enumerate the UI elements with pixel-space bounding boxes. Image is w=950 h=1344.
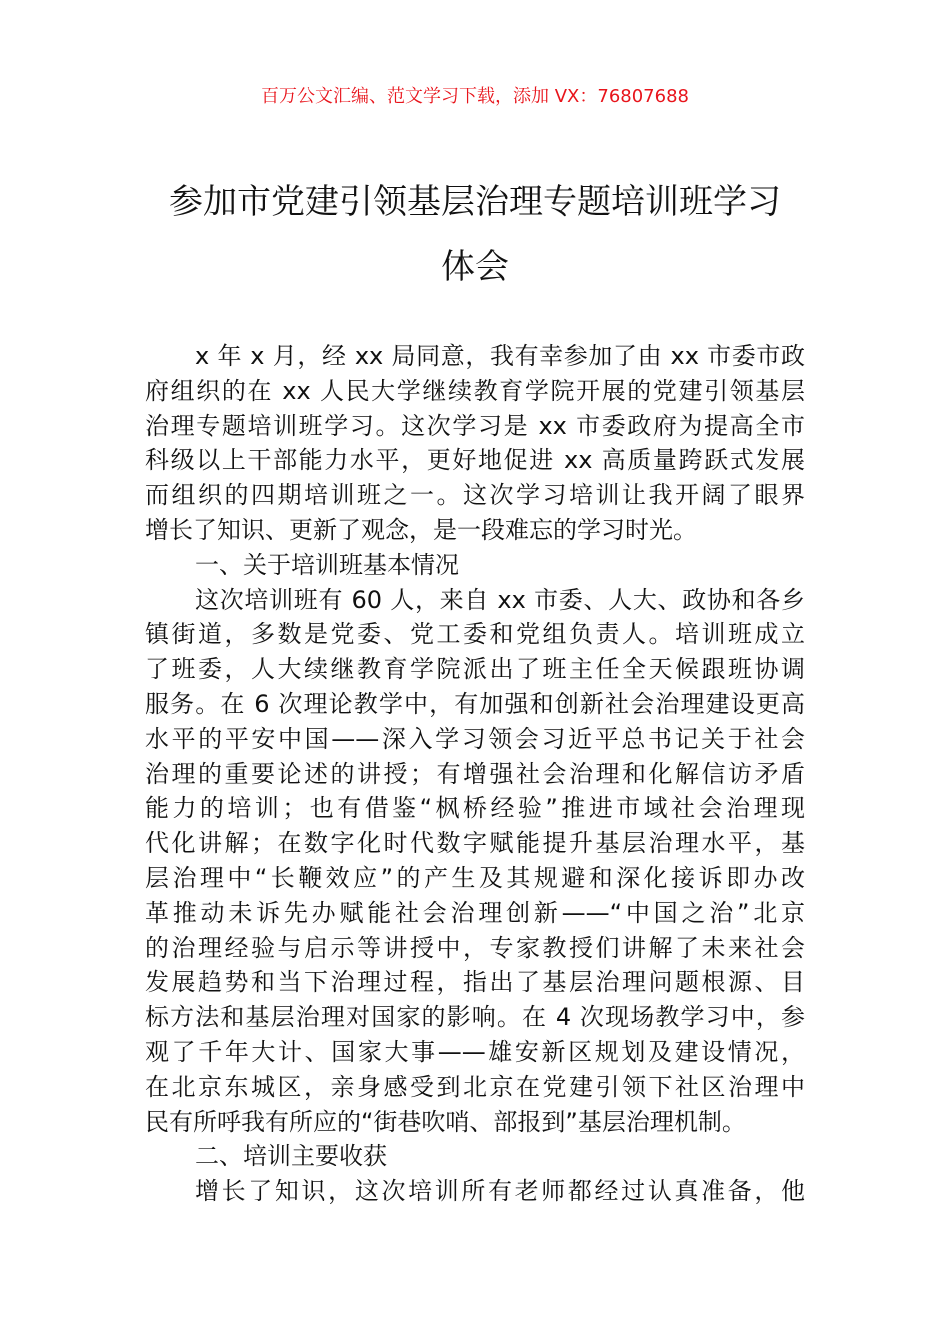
text-line: 能力的培训；也有借鉴“枫桥经验”推进市域社会治理现	[145, 794, 805, 823]
text-line: 革推动未诉先办赋能社会治理创新——“中国之治”北京	[145, 898, 805, 927]
text-line: 增长了知识、更新了观念，是一段难忘的学习时光。	[145, 515, 697, 544]
text-line: 水平的平安中国——深入学习领会习近平总书记关于社会	[145, 724, 805, 753]
section-heading	[145, 548, 805, 583]
text-line: 二、培训主要收获	[195, 1142, 387, 1171]
paragraph	[145, 339, 805, 548]
text-line: x 年 x 月，经 xx 局同意，我有幸参加了由 xx 市委市政	[195, 342, 805, 370]
text-line: 标方法和基层治理对国家的影响。在 4 次现场教学习中，参	[145, 1003, 805, 1032]
paragraph	[145, 583, 805, 1140]
text-line: 这次培训班有 60 人，来自 xx 市委、人大、政协和各乡	[195, 585, 805, 614]
document-body	[145, 339, 805, 1209]
text-line: 科级以上干部能力水平，更好地促进 xx 高质量跨跃式发展	[145, 446, 805, 475]
text-line: 一、关于培训班基本情况	[195, 550, 459, 579]
text-line: 层治理中“长鞭效应”的产生及其规避和深化接诉即办改	[145, 863, 805, 892]
text-line: 镇街道，多数是党委、党工委和党组负责人。培训班成立	[145, 620, 805, 649]
text-line: 的治理经验与启示等讲授中，专家教授们讲解了未来社会	[145, 933, 805, 962]
document-title	[140, 170, 810, 300]
watermark-header: 百万公文汇编、范文学习下载，添加 VX：76807688	[261, 86, 689, 107]
text-line: 服务。在 6 次理论教学中，有加强和创新社会治理建设更高	[145, 689, 805, 718]
text-line: 而组织的四期培训班之一。这次学习培训让我开阔了眼界	[145, 481, 805, 510]
text-line: 增长了知识，这次培训所有老师都经过认真准备，他	[195, 1177, 805, 1206]
section-heading	[145, 1139, 805, 1174]
text-line: 在北京东城区，亲身感受到北京在党建引领下社区治理中	[145, 1072, 805, 1101]
text-line: 发展趋势和当下治理过程，指出了基层治理问题根源、目	[145, 968, 805, 997]
text-line: 府组织的在 xx 人民大学继续教育学院开展的党建引领基层	[145, 376, 805, 405]
text-line: 观了千年大计、国家大事——雄安新区规划及建设情况，	[145, 1037, 805, 1066]
text-line: 治理专题培训班学习。这次学习是 xx 市委政府为提高全市	[145, 411, 805, 440]
text-line: 治理的重要论述的讲授；有增强社会治理和化解信访矛盾	[145, 759, 805, 788]
paragraph	[145, 1174, 805, 1209]
text-line: 了班委，人大续继教育学院派出了班主任全天候跟班协调	[145, 655, 805, 684]
title-line-2: 体会	[441, 247, 509, 287]
text-line: 民有所呼我有所应的“街巷吹哨、部报到”基层治理机制。	[145, 1107, 746, 1136]
title-line-1: 参加市党建引领基层治理专题培训班学习	[169, 182, 781, 222]
text-line: 代化讲解；在数字化时代数字赋能提升基层治理水平，基	[145, 829, 805, 858]
